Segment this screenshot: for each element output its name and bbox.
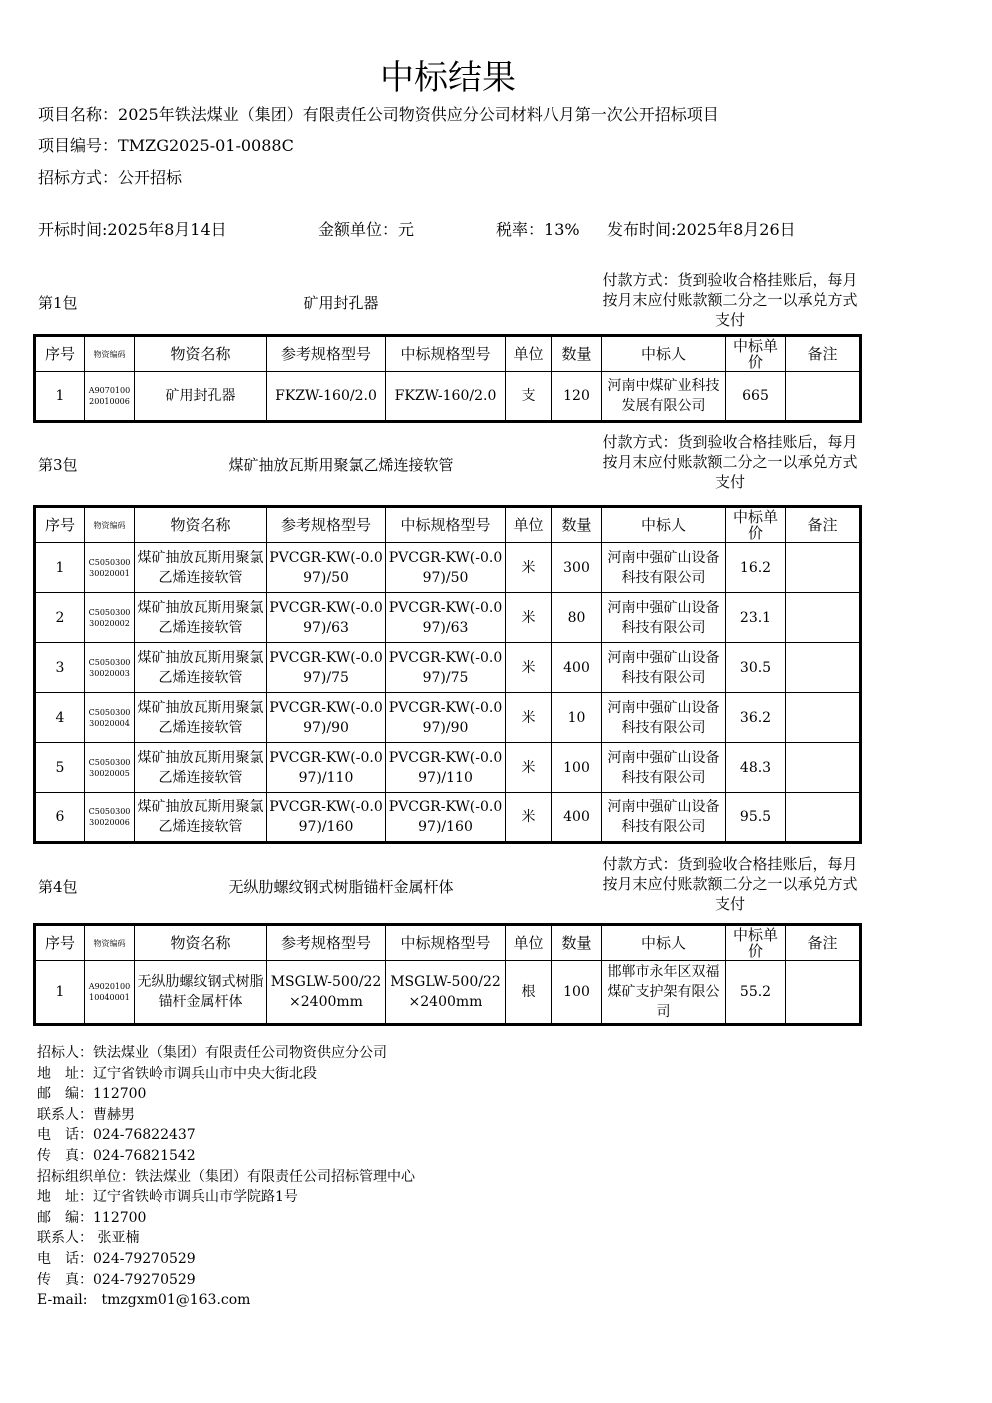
cell-unit-price: 665: [726, 372, 786, 422]
table-header-row: [35, 925, 861, 961]
open-time: [38, 219, 227, 241]
header-remarks: 备注: [786, 925, 861, 961]
cell-material-name: [135, 743, 267, 793]
cell-winner: 河南中强矿山设备科技有限公司: [602, 593, 726, 643]
cell-winning-spec: PVCGR-KW(-0.097)/75: [386, 643, 506, 693]
open-time-label: 开标时间:: [38, 220, 108, 239]
payment-terms: 付款方式：货到验收合格挂账后，每月按月末应付账款额二分之一以承兑方式支付: [602, 271, 858, 329]
cell-material-code: C505030030020002: [85, 593, 135, 643]
table-row: [35, 372, 861, 422]
header-material-code: 物资编码: [85, 507, 135, 543]
payment-terms: 付款方式：货到验收合格挂账后，每月按月末应付账款额二分之一以承兑方式支付: [602, 855, 858, 913]
cell-material-code: C505030030020003: [85, 643, 135, 693]
header-no: 序号: [35, 507, 85, 543]
cell-reference-spec: MSGLW-500/22×2400mm: [267, 961, 386, 1025]
header-quantity: 数量: [552, 507, 602, 543]
tender-method: 公开招标: [118, 168, 183, 187]
cell-reference-spec: PVCGR-KW(-0.097)/63: [267, 593, 386, 643]
cell-no: 1: [35, 543, 85, 593]
cell-reference-spec: PVCGR-KW(-0.097)/110: [267, 743, 386, 793]
table-row: [35, 543, 861, 593]
project-code: TMZG2025-01-0088C: [118, 136, 294, 155]
tenderer-postcode: 邮 编：112700: [37, 1086, 147, 1103]
header-winning-spec: 中标规格型号: [386, 507, 506, 543]
project-name-line: [38, 104, 719, 126]
header-quantity: 数量: [552, 925, 602, 961]
table-row: [35, 961, 861, 1025]
cell-remarks: [786, 793, 861, 843]
header-reference-spec: 参考规格型号: [267, 336, 386, 372]
project-code-label: 项目编号：: [38, 136, 119, 155]
table-row: [35, 643, 861, 693]
cell-winning-spec: PVCGR-KW(-0.097)/50: [386, 543, 506, 593]
package-name: 煤矿抽放瓦斯用聚氯乙烯连接软管: [228, 456, 454, 474]
cell-unit-price: 48.3: [726, 743, 786, 793]
cell-material-name: [135, 593, 267, 643]
project-name: 2025年铁法煤业（集团）有限责任公司物资供应分公司材料八月第一次公开招标项目: [118, 105, 719, 124]
cell-material-code: C505030030020005: [85, 743, 135, 793]
page-title: 中标结果: [380, 58, 516, 98]
bid-table: [33, 923, 862, 1026]
cell-quantity: 300: [552, 543, 602, 593]
amount-unit-label: 金额单位：: [318, 220, 399, 239]
cell-unit: 米: [506, 693, 552, 743]
agency-fax: 传 真：024-79270529: [37, 1271, 196, 1288]
cell-no: 3: [35, 643, 85, 693]
material-name-text: 煤矿抽放瓦斯用聚氯乙烯连接软管: [137, 649, 264, 686]
payment-terms: 付款方式：货到验收合格挂账后，每月按月末应付账款额二分之一以承兑方式支付: [602, 433, 858, 491]
tenderer-fax: 传 真：024-76821542: [37, 1147, 196, 1164]
package-name: 矿用封孔器: [303, 294, 379, 312]
contact-email: E-mail: tmzgxm01@163.com: [37, 1292, 251, 1309]
contact-info: [37, 1043, 415, 1311]
cell-reference-spec: PVCGR-KW(-0.097)/160: [267, 793, 386, 843]
header-unit-price: 中标单价: [726, 507, 786, 543]
package-label: 第1包: [38, 294, 78, 312]
table-header-row: [35, 336, 861, 372]
cell-quantity: 100: [552, 961, 602, 1025]
material-name-text: 无纵肋螺纹钢式树脂锚杆金属杆体: [137, 974, 264, 1010]
cell-reference-spec: PVCGR-KW(-0.097)/75: [267, 643, 386, 693]
cell-reference-spec: FKZW-160/2.0: [267, 372, 386, 422]
header-unit-price: 中标单价: [726, 925, 786, 961]
publish-time: [607, 219, 796, 241]
header-material-name: 物资名称: [135, 507, 267, 543]
cell-unit: 米: [506, 543, 552, 593]
cell-remarks: [786, 372, 861, 422]
cell-winner: 河南中强矿山设备科技有限公司: [602, 693, 726, 743]
cell-material-name: [135, 543, 267, 593]
cell-material-name: [135, 372, 267, 422]
cell-unit-price: 30.5: [726, 643, 786, 693]
bid-table: [33, 505, 862, 844]
project-name-label: 项目名称：: [38, 105, 119, 124]
header-material-name: 物资名称: [135, 336, 267, 372]
cell-material-name: [135, 643, 267, 693]
cell-winner: 河南中强矿山设备科技有限公司: [602, 543, 726, 593]
publish-time-value: 2025年8月26日: [676, 220, 796, 239]
cell-remarks: [786, 743, 861, 793]
cell-remarks: [786, 543, 861, 593]
header-remarks: 备注: [786, 507, 861, 543]
cell-no: 6: [35, 793, 85, 843]
material-name-text: 煤矿抽放瓦斯用聚氯乙烯连接软管: [137, 599, 264, 636]
bid-table: [33, 334, 862, 423]
header-winner: 中标人: [602, 925, 726, 961]
header-unit: 单位: [506, 925, 552, 961]
agency-phone: 电 话：024-79270529: [37, 1250, 196, 1267]
tax-rate: [496, 219, 580, 241]
cell-material-name: [135, 961, 267, 1025]
cell-unit: 米: [506, 743, 552, 793]
table-row: [35, 693, 861, 743]
package-name: 无纵肋螺纹钢式树脂锚杆金属杆体: [228, 878, 454, 896]
cell-unit: 米: [506, 793, 552, 843]
cell-winner: 河南中强矿山设备科技有限公司: [602, 793, 726, 843]
cell-remarks: [786, 593, 861, 643]
cell-material-name: [135, 693, 267, 743]
publish-time-label: 发布时间:: [607, 220, 677, 239]
tax-rate-value: 13%: [544, 220, 580, 239]
header-reference-spec: 参考规格型号: [267, 925, 386, 961]
project-code-line: [38, 135, 294, 157]
cell-material-code: A907010020010006: [85, 372, 135, 422]
open-time-value: 2025年8月14日: [107, 220, 227, 239]
cell-unit-price: 36.2: [726, 693, 786, 743]
header-remarks: 备注: [786, 336, 861, 372]
cell-no: 2: [35, 593, 85, 643]
header-winner: 中标人: [602, 507, 726, 543]
cell-quantity: 120: [552, 372, 602, 422]
header-unit-price: 中标单价: [726, 336, 786, 372]
cell-remarks: [786, 643, 861, 693]
cell-unit: 米: [506, 593, 552, 643]
table-row: [35, 793, 861, 843]
header-unit: 单位: [506, 336, 552, 372]
cell-material-code: C505030030020001: [85, 543, 135, 593]
package-label: 第4包: [38, 878, 78, 896]
cell-winning-spec: PVCGR-KW(-0.097)/90: [386, 693, 506, 743]
cell-remarks: [786, 961, 861, 1025]
header-winner: 中标人: [602, 336, 726, 372]
package-label: 第3包: [38, 456, 78, 474]
header-quantity: 数量: [552, 336, 602, 372]
material-name-text: 煤矿抽放瓦斯用聚氯乙烯连接软管: [137, 749, 264, 786]
header-material-code: 物资编码: [85, 336, 135, 372]
header-unit: 单位: [506, 507, 552, 543]
cell-quantity: 10: [552, 693, 602, 743]
material-name-text: 煤矿抽放瓦斯用聚氯乙烯连接软管: [137, 799, 264, 835]
cell-reference-spec: PVCGR-KW(-0.097)/90: [267, 693, 386, 743]
tender-method-label: 招标方式：: [38, 168, 119, 187]
tenderer-address: 地 址：辽宁省铁岭市调兵山市中央大街北段: [37, 1065, 317, 1082]
cell-winner: 河南中强矿山设备科技有限公司: [602, 643, 726, 693]
cell-winning-spec: PVCGR-KW(-0.097)/63: [386, 593, 506, 643]
material-name-text: 煤矿抽放瓦斯用聚氯乙烯连接软管: [137, 549, 264, 586]
cell-winner: 邯郸市永年区双福煤矿支护架有限公司: [602, 961, 726, 1025]
header-material-name: 物资名称: [135, 925, 267, 961]
tenderer-contact: 联系人：曹赫男: [37, 1106, 135, 1123]
cell-reference-spec: PVCGR-KW(-0.097)/50: [267, 543, 386, 593]
material-name-text: 矿用封孔器: [165, 388, 236, 404]
cell-remarks: [786, 693, 861, 743]
cell-unit: 根: [506, 961, 552, 1025]
header-no: 序号: [35, 925, 85, 961]
cell-quantity: 80: [552, 593, 602, 643]
cell-winning-spec: FKZW-160/2.0: [386, 372, 506, 422]
cell-unit-price: 16.2: [726, 543, 786, 593]
table-row: [35, 593, 861, 643]
cell-quantity: 400: [552, 643, 602, 693]
cell-unit-price: 23.1: [726, 593, 786, 643]
tender-method-line: [38, 167, 182, 189]
tax-rate-label: 税率：: [496, 220, 545, 239]
cell-unit-price: 95.5: [726, 793, 786, 843]
cell-material-code: C505030030020006: [85, 793, 135, 843]
cell-winner: 河南中强矿山设备科技有限公司: [602, 743, 726, 793]
header-reference-spec: 参考规格型号: [267, 507, 386, 543]
cell-material-name: [135, 793, 267, 843]
amount-unit: [318, 219, 414, 241]
cell-quantity: 400: [552, 793, 602, 843]
cell-unit: 支: [506, 372, 552, 422]
table-row: [35, 743, 861, 793]
header-material-code: 物资编码: [85, 925, 135, 961]
cell-no: 5: [35, 743, 85, 793]
agency-postcode: 邮 编：112700: [37, 1209, 147, 1226]
material-name-text: 煤矿抽放瓦斯用聚氯乙烯连接软管: [137, 699, 264, 736]
agency-contact: 联系人： 张亚楠: [37, 1230, 140, 1247]
cell-winning-spec: PVCGR-KW(-0.097)/160: [386, 793, 506, 843]
cell-unit-price: 55.2: [726, 961, 786, 1025]
amount-unit-value: 元: [398, 220, 415, 239]
cell-material-code: A902010010040001: [85, 961, 135, 1025]
agency-address: 地 址：辽宁省铁岭市调兵山市学院路1号: [37, 1189, 298, 1206]
cell-unit: 米: [506, 643, 552, 693]
agency-name: 招标组织单位：铁法煤业（集团）有限责任公司招标管理中心: [37, 1168, 415, 1185]
header-winning-spec: 中标规格型号: [386, 336, 506, 372]
tenderer-phone: 电 话：024-76822437: [37, 1127, 196, 1144]
cell-quantity: 100: [552, 743, 602, 793]
header-no: 序号: [35, 336, 85, 372]
cell-no: 1: [35, 372, 85, 422]
cell-winning-spec: PVCGR-KW(-0.097)/110: [386, 743, 506, 793]
cell-winner: 河南中煤矿业科技发展有限公司: [602, 372, 726, 422]
tenderer-name: 招标人：铁法煤业（集团）有限责任公司物资供应分公司: [37, 1045, 387, 1061]
cell-winning-spec: MSGLW-500/22×2400mm: [386, 961, 506, 1025]
cell-no: 4: [35, 693, 85, 743]
cell-material-code: C505030030020004: [85, 693, 135, 743]
header-winning-spec: 中标规格型号: [386, 925, 506, 961]
cell-no: 1: [35, 961, 85, 1025]
table-header-row: [35, 507, 861, 543]
